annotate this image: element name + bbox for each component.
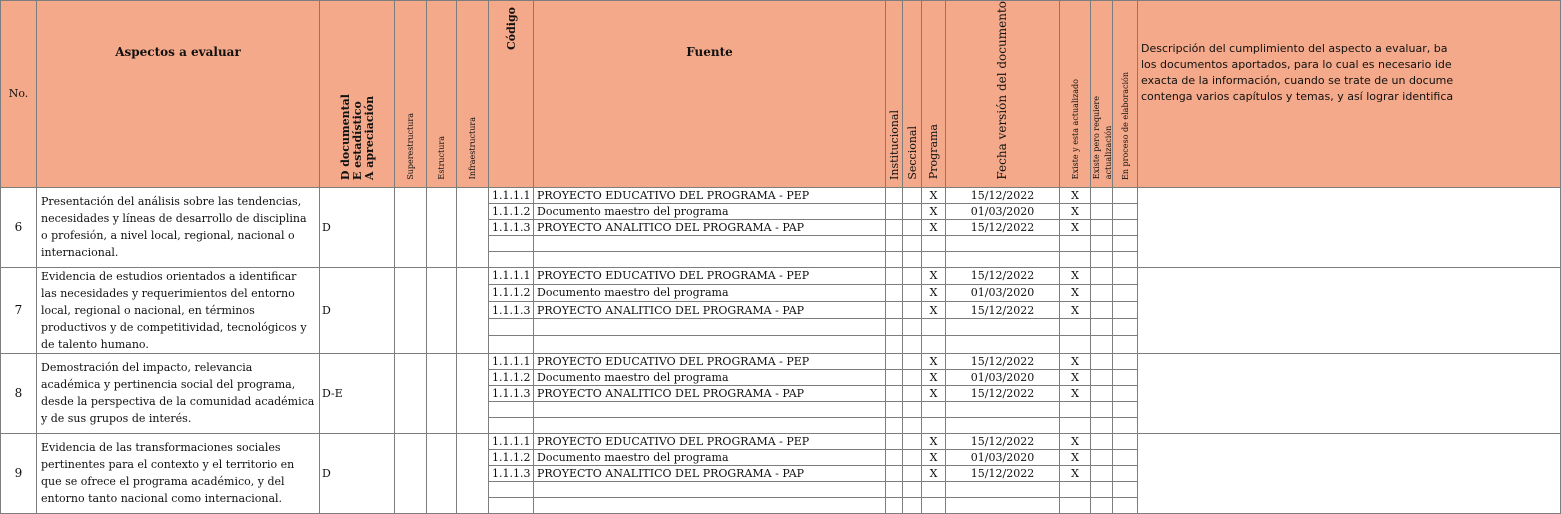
codigo-cell[interactable] (489, 497, 534, 513)
existe-cell[interactable]: X (1060, 219, 1091, 235)
institucional-cell[interactable] (886, 401, 903, 417)
fuente-cell[interactable]: PROYECTO EDUCATIVO DEL PROGRAMA - PEP (534, 187, 886, 203)
header-codigo[interactable]: Código (489, 1, 534, 188)
programa-cell[interactable] (922, 251, 946, 267)
seccional-cell[interactable] (903, 449, 922, 465)
existe-cell[interactable]: X (1060, 433, 1091, 449)
header-existe[interactable]: Existe y esta actualizado (1060, 1, 1091, 188)
requiere-cell[interactable] (1091, 319, 1113, 336)
descripcion-cell[interactable] (1138, 433, 1561, 513)
fuente-cell[interactable]: PROYECTO ANALITICO DEL PROGRAMA - PAP (534, 465, 886, 481)
requiere-cell[interactable] (1091, 465, 1113, 481)
institucional-cell[interactable] (886, 497, 903, 513)
infraestructura-cell[interactable] (457, 267, 489, 353)
fuente-cell[interactable]: Documento maestro del programa (534, 203, 886, 219)
proceso-cell[interactable] (1113, 449, 1138, 465)
requiere-cell[interactable] (1091, 449, 1113, 465)
header-fuente[interactable]: Fuente (534, 1, 886, 188)
seccional-cell[interactable] (903, 433, 922, 449)
requiere-cell[interactable] (1091, 417, 1113, 433)
seccional-cell[interactable] (903, 497, 922, 513)
fecha-cell[interactable] (946, 497, 1060, 513)
infraestructura-cell[interactable] (457, 433, 489, 513)
header-programa[interactable]: Programa (922, 1, 946, 188)
dea-cell[interactable]: D (320, 187, 395, 267)
institucional-cell[interactable] (886, 302, 903, 319)
seccional-cell[interactable] (903, 336, 922, 353)
fuente-cell[interactable] (534, 401, 886, 417)
requiere-cell[interactable] (1091, 497, 1113, 513)
fuente-cell[interactable]: PROYECTO EDUCATIVO DEL PROGRAMA - PEP (534, 353, 886, 369)
fuente-cell[interactable]: PROYECTO ANALITICO DEL PROGRAMA - PAP (534, 219, 886, 235)
seccional-cell[interactable] (903, 385, 922, 401)
table-body (1, 187, 1561, 513)
seccional-cell[interactable] (903, 417, 922, 433)
fecha-cell[interactable]: 01/03/2020 (946, 369, 1060, 385)
institucional-cell[interactable] (886, 187, 903, 203)
seccional-cell[interactable] (903, 219, 922, 235)
aspecto-cell[interactable]: Evidencia de las transformaciones sociales pertinentes para el contexto y el territorio en que se ofrece el programa académico, y del entorno tanto nacional como internacional. (37, 433, 320, 513)
fuente-cell[interactable] (534, 497, 886, 513)
proceso-cell[interactable] (1113, 187, 1138, 203)
seccional-cell[interactable] (903, 465, 922, 481)
programa-cell[interactable]: X (922, 369, 946, 385)
codigo-cell[interactable] (489, 319, 534, 336)
header-institucional[interactable]: Institucional (886, 1, 903, 188)
programa-cell[interactable]: X (922, 302, 946, 319)
fecha-cell[interactable]: 01/03/2020 (946, 449, 1060, 465)
institucional-cell[interactable] (886, 267, 903, 284)
codigo-cell[interactable]: 1.1.1.3 (489, 302, 534, 319)
proceso-cell[interactable] (1113, 353, 1138, 369)
proceso-cell[interactable] (1113, 319, 1138, 336)
aspecto-cell[interactable]: Demostración del impacto, relevancia académica y pertinencia social del programa, desde la perspectiva de la comunidad académica y de sus grupos de interés. (37, 353, 320, 433)
requiere-cell[interactable] (1091, 385, 1113, 401)
descripcion-cell[interactable] (1138, 267, 1561, 353)
header-no[interactable]: No. (1, 1, 37, 188)
institucional-cell[interactable] (886, 336, 903, 353)
seccional-cell[interactable] (903, 267, 922, 284)
fecha-cell[interactable] (946, 235, 1060, 251)
header-proceso[interactable]: En proceso de elaboración (1113, 1, 1138, 188)
header-dea-e: E estadístico (350, 100, 364, 180)
requiere-cell[interactable] (1091, 251, 1113, 267)
fecha-cell[interactable]: 15/12/2022 (946, 187, 1060, 203)
fecha-cell[interactable]: 15/12/2022 (946, 465, 1060, 481)
dea-cell[interactable]: D (320, 433, 395, 513)
fecha-cell[interactable]: 15/12/2022 (946, 219, 1060, 235)
proceso-cell[interactable] (1113, 497, 1138, 513)
codigo-cell[interactable]: 1.1.1.1 (489, 267, 534, 284)
superestructura-cell[interactable] (395, 267, 427, 353)
institucional-cell[interactable] (886, 465, 903, 481)
institucional-cell[interactable] (886, 369, 903, 385)
fuente-cell[interactable]: PROYECTO ANALITICO DEL PROGRAMA - PAP (534, 385, 886, 401)
programa-cell[interactable]: X (922, 385, 946, 401)
estructura-cell[interactable] (427, 187, 457, 267)
requiere-cell[interactable] (1091, 401, 1113, 417)
codigo-cell[interactable]: 1.1.1.3 (489, 385, 534, 401)
fuente-cell[interactable] (534, 417, 886, 433)
existe-cell[interactable] (1060, 336, 1091, 353)
institucional-cell[interactable] (886, 219, 903, 235)
existe-cell[interactable]: X (1060, 353, 1091, 369)
requiere-cell[interactable] (1091, 433, 1113, 449)
seccional-cell[interactable] (903, 319, 922, 336)
seccional-cell[interactable] (903, 187, 922, 203)
proceso-cell[interactable] (1113, 417, 1138, 433)
header-dea-d: D documental (338, 93, 352, 180)
requiere-cell[interactable] (1091, 267, 1113, 284)
seccional-cell[interactable] (903, 401, 922, 417)
fecha-cell[interactable] (946, 319, 1060, 336)
codigo-cell[interactable]: 1.1.1.3 (489, 465, 534, 481)
header-dea[interactable] (320, 1, 395, 188)
existe-cell[interactable] (1060, 235, 1091, 251)
fecha-cell[interactable] (946, 481, 1060, 497)
existe-cell[interactable] (1060, 497, 1091, 513)
proceso-cell[interactable] (1113, 433, 1138, 449)
superestructura-cell[interactable] (395, 433, 427, 513)
proceso-cell[interactable] (1113, 336, 1138, 353)
table-row (1, 267, 1561, 284)
existe-cell[interactable]: X (1060, 302, 1091, 319)
requiere-cell[interactable] (1091, 336, 1113, 353)
fecha-cell[interactable]: 01/03/2020 (946, 284, 1060, 301)
requiere-cell[interactable] (1091, 353, 1113, 369)
programa-cell[interactable]: X (922, 284, 946, 301)
proceso-cell[interactable] (1113, 251, 1138, 267)
proceso-cell[interactable] (1113, 385, 1138, 401)
existe-cell[interactable]: X (1060, 449, 1091, 465)
fuente-cell[interactable]: Documento maestro del programa (534, 449, 886, 465)
programa-cell[interactable] (922, 401, 946, 417)
institucional-cell[interactable] (886, 433, 903, 449)
existe-cell[interactable]: X (1060, 187, 1091, 203)
existe-cell[interactable] (1060, 401, 1091, 417)
requiere-cell[interactable] (1091, 187, 1113, 203)
institucional-cell[interactable] (886, 353, 903, 369)
fecha-cell[interactable] (946, 251, 1060, 267)
proceso-cell[interactable] (1113, 465, 1138, 481)
existe-cell[interactable] (1060, 319, 1091, 336)
header-superestructura[interactable]: Superestructura (395, 1, 427, 188)
fuente-cell[interactable]: Documento maestro del programa (534, 369, 886, 385)
fuente-cell[interactable] (534, 251, 886, 267)
infraestructura-cell[interactable] (457, 187, 489, 267)
programa-cell[interactable]: X (922, 267, 946, 284)
aspecto-cell[interactable]: Presentación del análisis sobre las tendencias, necesidades y líneas de desarrollo de disciplina o profesión, a nivel local, regional, nacional o internacional. (37, 187, 320, 267)
codigo-cell[interactable]: 1.1.1.1 (489, 187, 534, 203)
header-infraestructura[interactable]: Infraestructura (457, 1, 489, 188)
codigo-cell[interactable]: 1.1.1.1 (489, 433, 534, 449)
seccional-cell[interactable] (903, 235, 922, 251)
institucional-cell[interactable] (886, 417, 903, 433)
institucional-cell[interactable] (886, 235, 903, 251)
fecha-cell[interactable]: 15/12/2022 (946, 385, 1060, 401)
aspecto-cell[interactable]: Evidencia de estudios orientados a identificar las necesidades y requerimientos del entorno local, regional o nacional, en términos productivos y de competitividad, tecnológicos y de talento humano. (37, 267, 320, 353)
institucional-cell[interactable] (886, 481, 903, 497)
fuente-cell[interactable] (534, 336, 886, 353)
proceso-cell[interactable] (1113, 284, 1138, 301)
seccional-cell[interactable] (903, 284, 922, 301)
fecha-cell[interactable]: 15/12/2022 (946, 302, 1060, 319)
fecha-cell[interactable]: 15/12/2022 (946, 353, 1060, 369)
requiere-cell[interactable] (1091, 369, 1113, 385)
header-row (1, 1, 1561, 188)
header-seccional[interactable]: Seccional (903, 1, 922, 188)
dea-cell[interactable]: D-E (320, 353, 395, 433)
programa-cell[interactable] (922, 481, 946, 497)
seccional-cell[interactable] (903, 302, 922, 319)
fuente-cell[interactable] (534, 481, 886, 497)
fecha-cell[interactable] (946, 417, 1060, 433)
institucional-cell[interactable] (886, 385, 903, 401)
seccional-cell[interactable] (903, 369, 922, 385)
institucional-cell[interactable] (886, 251, 903, 267)
codigo-cell[interactable]: 1.1.1.1 (489, 353, 534, 369)
programa-cell[interactable] (922, 497, 946, 513)
codigo-cell[interactable] (489, 401, 534, 417)
existe-cell[interactable]: X (1060, 203, 1091, 219)
requiere-cell[interactable] (1091, 203, 1113, 219)
descripcion-cell[interactable] (1138, 187, 1561, 267)
seccional-cell[interactable] (903, 203, 922, 219)
proceso-cell[interactable] (1113, 267, 1138, 284)
programa-cell[interactable]: X (922, 203, 946, 219)
descripcion-cell[interactable] (1138, 353, 1561, 433)
fuente-cell[interactable]: PROYECTO ANALITICO DEL PROGRAMA - PAP (534, 302, 886, 319)
proceso-cell[interactable] (1113, 369, 1138, 385)
estructura-cell[interactable] (427, 267, 457, 353)
codigo-cell[interactable] (489, 336, 534, 353)
estructura-cell[interactable] (427, 353, 457, 433)
superestructura-cell[interactable] (395, 353, 427, 433)
fuente-cell[interactable]: PROYECTO EDUCATIVO DEL PROGRAMA - PEP (534, 433, 886, 449)
proceso-cell[interactable] (1113, 235, 1138, 251)
table-row (1, 433, 1561, 449)
header-descripcion[interactable]: Descripción del cumplimiento del aspecto a evaluar, ba los documentos aportados, para lo cual es necesario ide exacta de la información, cuando se trate de un docume contenga varios capítulos y temas, y así lograr identifica (1138, 1, 1561, 188)
existe-cell[interactable]: X (1060, 385, 1091, 401)
programa-cell[interactable]: X (922, 187, 946, 203)
existe-cell[interactable]: X (1060, 284, 1091, 301)
programa-cell[interactable] (922, 319, 946, 336)
header-estructura[interactable]: Estructura (427, 1, 457, 188)
fecha-cell[interactable]: 01/03/2020 (946, 203, 1060, 219)
seccional-cell[interactable] (903, 251, 922, 267)
requiere-cell[interactable] (1091, 235, 1113, 251)
institucional-cell[interactable] (886, 284, 903, 301)
institucional-cell[interactable] (886, 449, 903, 465)
programa-cell[interactable]: X (922, 433, 946, 449)
fecha-cell[interactable] (946, 336, 1060, 353)
programa-cell[interactable] (922, 235, 946, 251)
proceso-cell[interactable] (1113, 481, 1138, 497)
fuente-cell[interactable]: Documento maestro del programa (534, 284, 886, 301)
codigo-cell[interactable]: 1.1.1.3 (489, 219, 534, 235)
programa-cell[interactable] (922, 336, 946, 353)
programa-cell[interactable]: X (922, 465, 946, 481)
programa-cell[interactable]: X (922, 353, 946, 369)
header-requiere[interactable]: Existe pero requiere actualización (1091, 1, 1113, 188)
codigo-cell[interactable]: 1.1.1.2 (489, 203, 534, 219)
fecha-cell[interactable]: 15/12/2022 (946, 267, 1060, 284)
proceso-cell[interactable] (1113, 219, 1138, 235)
requiere-cell[interactable] (1091, 481, 1113, 497)
existe-cell[interactable]: X (1060, 267, 1091, 284)
fuente-cell[interactable] (534, 319, 886, 336)
requiere-cell[interactable] (1091, 302, 1113, 319)
table-row (1, 187, 1561, 203)
proceso-cell[interactable] (1113, 302, 1138, 319)
table-row (1, 353, 1561, 369)
infraestructura-cell[interactable] (457, 353, 489, 433)
existe-cell[interactable]: X (1060, 369, 1091, 385)
estructura-cell[interactable] (427, 433, 457, 513)
programa-cell[interactable]: X (922, 449, 946, 465)
row-number[interactable]: 6 (1, 187, 37, 267)
codigo-cell[interactable] (489, 235, 534, 251)
institucional-cell[interactable] (886, 319, 903, 336)
institucional-cell[interactable] (886, 203, 903, 219)
header-aspectos[interactable]: Aspectos a evaluar (37, 1, 320, 188)
existe-cell[interactable] (1060, 251, 1091, 267)
fecha-cell[interactable] (946, 401, 1060, 417)
header-fecha[interactable]: Fecha versión del documento (946, 1, 1060, 188)
codigo-cell[interactable]: 1.1.1.2 (489, 284, 534, 301)
codigo-cell[interactable]: 1.1.1.2 (489, 449, 534, 465)
superestructura-cell[interactable] (395, 187, 427, 267)
proceso-cell[interactable] (1113, 203, 1138, 219)
codigo-cell[interactable]: 1.1.1.2 (489, 369, 534, 385)
codigo-cell[interactable] (489, 251, 534, 267)
dea-cell[interactable]: D (320, 267, 395, 353)
existe-cell[interactable]: X (1060, 465, 1091, 481)
programa-cell[interactable] (922, 417, 946, 433)
fuente-cell[interactable]: PROYECTO EDUCATIVO DEL PROGRAMA - PEP (534, 267, 886, 284)
seccional-cell[interactable] (903, 353, 922, 369)
codigo-cell[interactable] (489, 417, 534, 433)
fuente-cell[interactable] (534, 235, 886, 251)
codigo-cell[interactable] (489, 481, 534, 497)
requiere-cell[interactable] (1091, 219, 1113, 235)
header-dea-a: A apreciación (362, 95, 376, 180)
existe-cell[interactable] (1060, 481, 1091, 497)
existe-cell[interactable] (1060, 417, 1091, 433)
proceso-cell[interactable] (1113, 401, 1138, 417)
seccional-cell[interactable] (903, 481, 922, 497)
programa-cell[interactable]: X (922, 219, 946, 235)
requiere-cell[interactable] (1091, 284, 1113, 301)
row-number[interactable]: 9 (1, 433, 37, 513)
fecha-cell[interactable]: 15/12/2022 (946, 433, 1060, 449)
row-number[interactable]: 8 (1, 353, 37, 433)
row-number[interactable]: 7 (1, 267, 37, 353)
